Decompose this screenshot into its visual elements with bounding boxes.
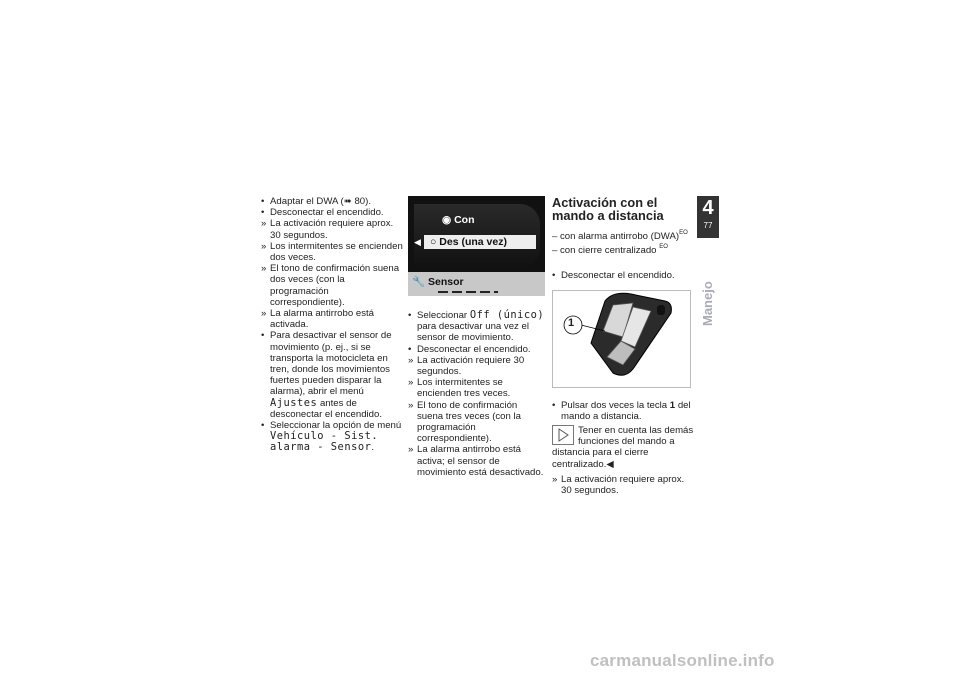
section-heading: Activación con el mando a distancia	[552, 195, 664, 223]
list-item: » El tono de confirmación suena tres veces (con la programación correspondiente).	[408, 399, 521, 445]
list-item: » El tono de confirmación suena dos veces (con la programación correspondiente).	[261, 263, 400, 308]
list-item: • Adaptar el DWA (➠ 80).	[261, 196, 371, 207]
list-item: • Seleccionar Off (único) para desactivar una vez el sensor de movimiento.	[408, 309, 545, 344]
arrow-left-icon: ◀	[414, 237, 421, 247]
list-item: • Desconectar el encendido.	[261, 207, 384, 219]
equipment-line: – con cierre centralizado $^{EO}$	[552, 244, 668, 257]
chapter-number: 4	[702, 197, 714, 219]
remote-key-icon	[553, 291, 690, 387]
column-2	[408, 196, 546, 478]
list-item: » La activación requiere 30 segundos.	[408, 354, 525, 378]
keyfob-image	[552, 290, 691, 388]
list-item: » Los intermitentes se encienden dos veces.	[261, 240, 403, 264]
list-item: » La alarma antirrobo está activa; el sensor de movimiento está desactivado.	[408, 444, 544, 478]
list-item: » La alarma antirrobo está activada.	[261, 308, 374, 331]
option-con: ◉ Con	[442, 214, 475, 226]
menu-value: Off (único)	[469, 309, 545, 321]
list-item: • Seleccionar la opción de menú Vehículo - Sist. alarma - Sensor.	[261, 420, 402, 454]
list-item: » La activación requiere aprox. 30 segundos.	[261, 218, 394, 241]
menu-name: Ajustes	[270, 396, 318, 409]
list-item: » La activación requiere aprox. 30 segundos.	[552, 473, 685, 497]
list-item: • Pulsar dos veces la tecla 1 del mando a distancia.	[552, 399, 691, 422]
section-title: Manejo	[700, 281, 715, 326]
page-number: 77	[703, 221, 713, 230]
chapter-tab	[697, 196, 719, 238]
column-1	[261, 196, 403, 454]
display-screen-image	[408, 196, 545, 296]
equipment-line: – con alarma antirrobo (DWA)$^{EO}$	[552, 230, 688, 242]
column-3	[552, 196, 694, 496]
option-des: ○ Des (una vez)	[424, 235, 536, 249]
keyfob-label: 1	[568, 316, 575, 329]
menu-path: Vehículo - Sist. alarma - Sensor	[270, 430, 379, 454]
list-item: • Para desactivar el sensor de movimiento (p. ej., si se transporta la motocicleta en tren, donde los movimientos fuertes pueden disparar la alarma), abrir el menú Ajustes antes de desconectar el encendido.	[261, 330, 392, 420]
list-item: » Los intermitentes se encienden tres veces.	[408, 377, 511, 400]
note: Tener en cuenta las demás funciones del mando a distancia para el cierre centralizado.◀	[552, 425, 694, 470]
list-item: • Desconectar el encendido.	[408, 343, 531, 355]
watermark: carmanualsonline.info	[590, 651, 775, 670]
sensor-label: 🔧 Sensor	[412, 275, 464, 288]
note-icon	[552, 425, 574, 445]
dash-divider	[438, 291, 498, 293]
list-item: • Desconectar el encendido.	[552, 270, 675, 282]
